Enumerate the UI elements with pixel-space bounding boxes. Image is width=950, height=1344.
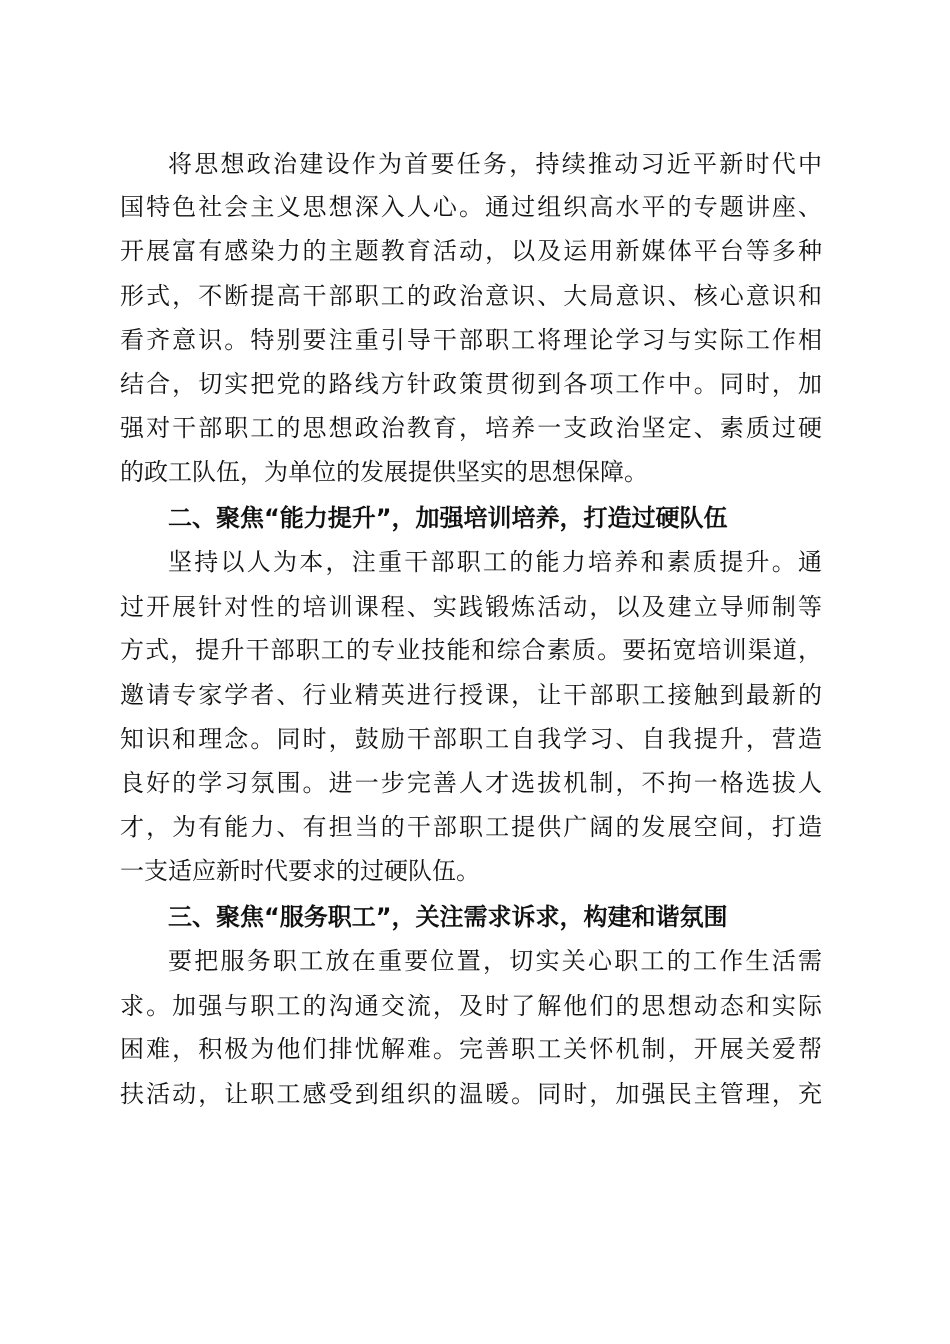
paragraph-line: 结合，切实把党的路线方针政策贯彻到各项工作中。同时，加 xyxy=(120,370,822,398)
paragraph-line: 才，为有能力、有担当的干部职工提供广阔的发展空间，打造 xyxy=(120,813,822,841)
section-heading-service: 三、聚焦“服务职工”，关注需求诉求，构建和谐氛围 xyxy=(168,903,728,931)
paragraph-line: 过开展针对性的培训课程、实践锻炼活动，以及建立导师制等 xyxy=(120,593,822,621)
paragraph-line: 强对干部职工的思想政治教育，培养一支政治坚定、素质过硬 xyxy=(120,414,822,442)
paragraph-line: 的政工队伍，为单位的发展提供坚实的思想保障。 xyxy=(120,458,648,486)
paragraph-line: 看齐意识。特别要注重引导干部职工将理论学习与实际工作相 xyxy=(120,326,822,354)
paragraph-line: 邀请专家学者、行业精英进行授课，让干部职工接触到最新的 xyxy=(120,681,822,709)
paragraph-line: 方式，提升干部职工的专业技能和综合素质。要拓宽培训渠道， xyxy=(120,636,822,664)
paragraph-line: 一支适应新时代要求的过硬队伍。 xyxy=(120,857,480,885)
paragraph-line: 将思想政治建设作为首要任务，持续推动习近平新时代中 xyxy=(168,150,822,178)
paragraph-line: 困难，积极为他们排忧解难。完善职工关怀机制，开展关爱帮 xyxy=(120,1035,822,1063)
paragraph-line: 知识和理念。同时，鼓励干部职工自我学习、自我提升，营造 xyxy=(120,725,822,753)
paragraph-line: 国特色社会主义思想深入人心。通过组织高水平的专题讲座、 xyxy=(120,193,822,221)
paragraph-line: 要把服务职工放在重要位置，切实关心职工的工作生活需 xyxy=(168,947,822,975)
section-heading-capability: 二、聚焦“能力提升”，加强培训培养，打造过硬队伍 xyxy=(168,504,728,532)
paragraph-line: 形式，不断提高干部职工的政治意识、大局意识、核心意识和 xyxy=(120,282,822,310)
paragraph-line: 坚持以人为本，注重干部职工的能力培养和素质提升。通 xyxy=(168,548,822,576)
paragraph-line: 扶活动，让职工感受到组织的温暖。同时，加强民主管理，充 xyxy=(120,1080,822,1108)
paragraph-line: 求。加强与职工的沟通交流，及时了解他们的思想动态和实际 xyxy=(120,992,822,1020)
paragraph-line: 开展富有感染力的主题教育活动，以及运用新媒体平台等多种 xyxy=(120,237,822,265)
paragraph-line: 良好的学习氛围。进一步完善人才选拔机制，不拘一格选拔人 xyxy=(120,769,822,797)
